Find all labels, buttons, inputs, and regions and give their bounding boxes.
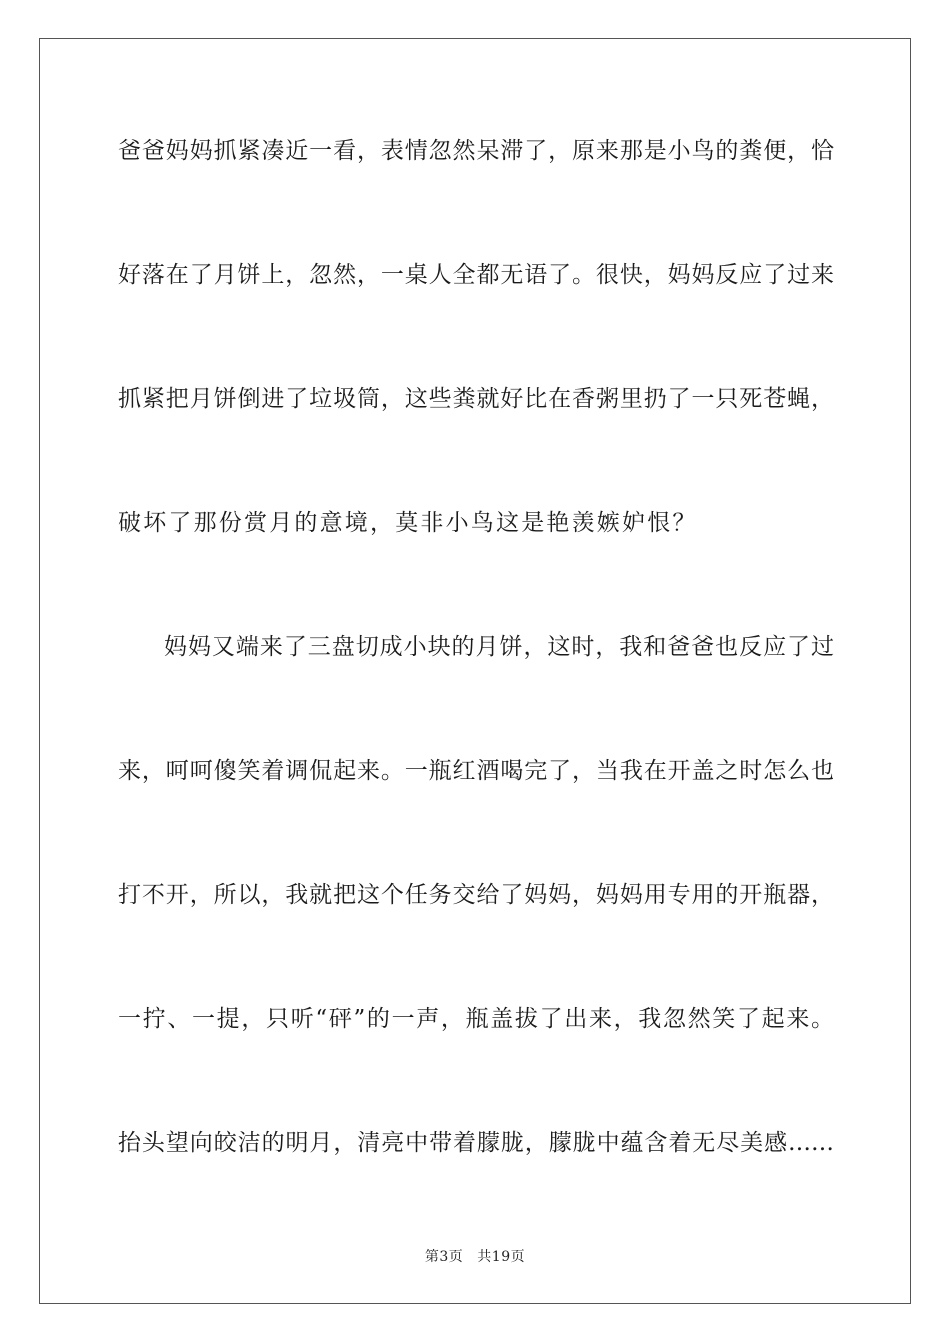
total-pages: 共19页 bbox=[477, 1249, 526, 1265]
page-number: 第3页 bbox=[424, 1249, 464, 1265]
document-body bbox=[118, 128, 834, 1244]
paragraph-line-9: 抬头望向皎洁的明月，清亮中带着朦胧，朦胧中蕴含着无尽美感…… bbox=[118, 1130, 834, 1156]
paragraph-line-3: 抓紧把月饼倒进了垃圾筒，这些粪就好比在香粥里扔了一只死苍蝇， bbox=[118, 386, 834, 412]
paragraph-line-2: 好落在了月饼上，忽然，一桌人全都无语了。很快，妈妈反应了过来 bbox=[118, 262, 834, 288]
paragraph-line-1: 爸爸妈妈抓紧凑近一看，表情忽然呆滞了，原来那是小鸟的粪便，恰 bbox=[118, 138, 834, 164]
paragraph-line-5: 妈妈又端来了三盘切成小块的月饼，这时，我和爸爸也反应了过 bbox=[164, 634, 834, 660]
page-footer bbox=[0, 1246, 950, 1266]
paragraph-line-6: 来，呵呵傻笑着调侃起来。一瓶红酒喝完了，当我在开盖之时怎么也 bbox=[118, 758, 834, 784]
paragraph-line-8: 一拧、一提，只听“砰”的一声，瓶盖拔了出来，我忽然笑了起来。 bbox=[118, 1006, 834, 1032]
paragraph-line-7: 打不开，所以，我就把这个任务交给了妈妈，妈妈用专用的开瓶器， bbox=[118, 882, 834, 908]
paragraph-line-4: 破坏了那份赏月的意境，莫非小鸟这是艳羡嫉妒恨？ bbox=[118, 510, 698, 536]
